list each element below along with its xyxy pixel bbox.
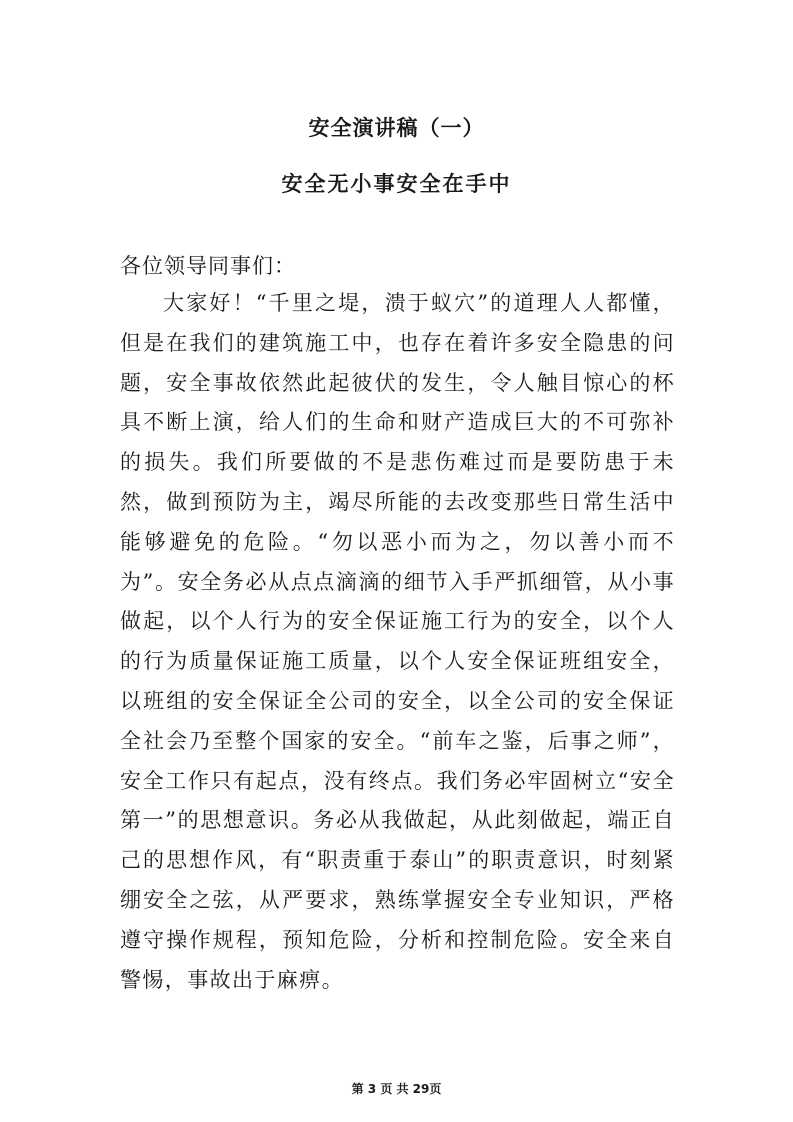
speech-body-paragraph: 大家好！“千里之堤，溃于蚁穴”的道理人人都懂，但是在我们的建筑施工中，也存在着许多安全隐患的问题，安全事故依然此起彼伏的发生，令人触目惊心的杯具不断上演，给人们的生命和财产造成巨大的不可弥补的损失。我们所要做的不是悲伤难过而是要防患于未然，做到预防为主，竭尽所能的去改变那些日常生活中能够避免的危险。“勿以恶小而为之，勿以善小而不为”。安全务必从点点滴滴的细节入手严抓细管，从小事做起，以个人行为的安全保证施工行为的安全，以个人的行为质量保证施工质量，以个人安全保证班组安全，以班组的安全保证全公司的安全，以全公司的安全保证全社会乃至整个国家的安全。“前车之鉴，后事之师”，安全工作只有起点，没有终点。我们务必牢固树立“安全第一”的思想意识。务必从我做起，从此刻做起，端正自己的思想作风，有“职责重于泰山”的职责意识，时刻紧绷安全之弦，从严要求，熟练掌握安全专业知识，严格遵守操作规程，预知危险，分析和控制危险。安全来自警惕，事故出于麻痹。 (120, 291, 675, 992)
salutation: 各位领导同事们： (120, 254, 296, 278)
page-subtitle: 安全无小事安全在手中 (281, 171, 512, 196)
page-title: 安全演讲稿（一） (308, 115, 485, 140)
page-number-footer: 第 3 页 共 29页 (351, 1082, 442, 1096)
